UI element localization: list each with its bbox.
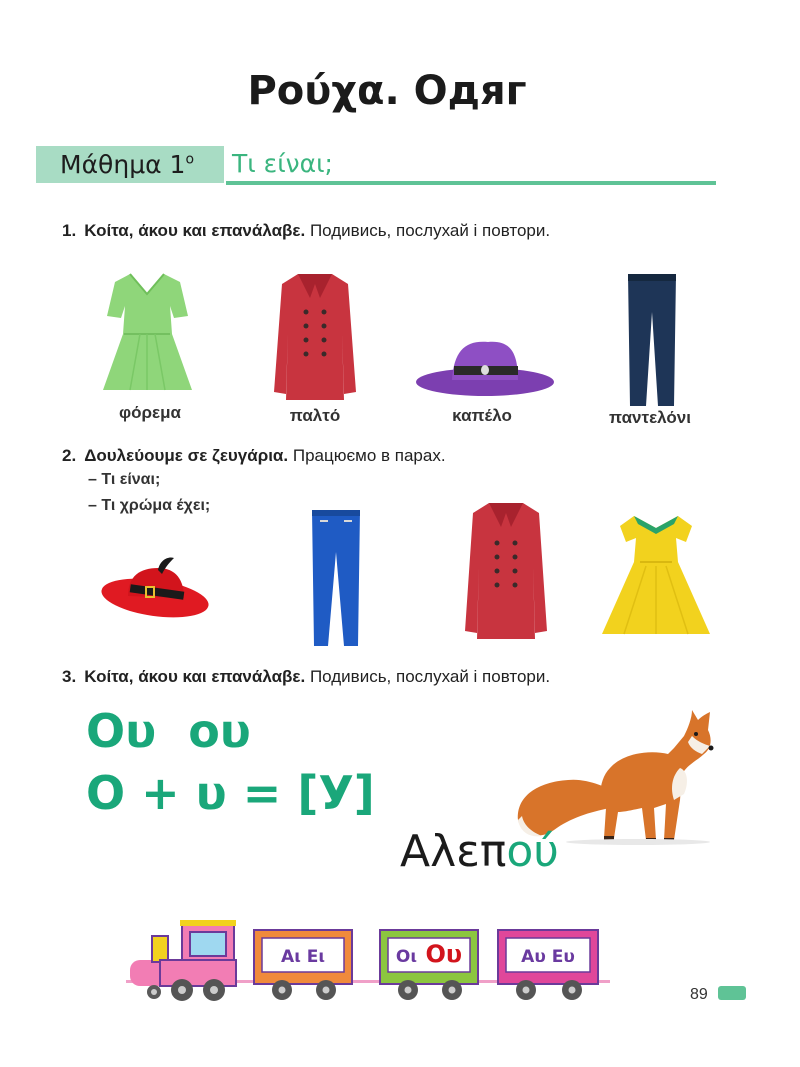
dialog-question-1: – Τι είναι; [88, 471, 161, 488]
wagon-label-oi-ou: Οι Ου [395, 940, 463, 968]
lesson-label-box [36, 146, 224, 183]
page-title: Ρούχα. Одяг [247, 68, 527, 114]
letter-pair: Ου ου [86, 704, 251, 758]
lesson-underline [226, 181, 716, 185]
caption-hat: καπέλο [452, 406, 512, 425]
wagon-label-ai-ei: Αι Ει [281, 947, 325, 967]
red-coat-icon [272, 272, 358, 402]
wagon-ai-ei [254, 930, 352, 1000]
yellow-dress-icon [600, 512, 712, 638]
wagon-label-au-eu: Αυ Ευ [521, 947, 575, 967]
purple-hat-icon [414, 336, 556, 400]
letter-formula: Ο + υ = [У] [86, 766, 375, 820]
green-dress-icon [100, 272, 195, 392]
exercise-3-instruction: 3. Κοίτα, άκου και επανάλαβε. Подивись, послухай і повтори. [62, 667, 551, 686]
wagon-au-eu [498, 930, 598, 1000]
blue-trousers-icon [310, 508, 362, 648]
dialog-question-2: – Τι χρώμα έχει; [88, 497, 211, 514]
page-number: 89 [690, 986, 708, 1003]
exercise-1-instruction: 1. Κοίτα, άκου και επανάλαβε. Подивись, послухай і повтори. [62, 221, 551, 240]
caption-dress: φόρεμα [119, 403, 181, 422]
red-coat-icon [463, 501, 549, 641]
page-tab-marker [718, 986, 746, 1000]
wagon-oi-ou [380, 930, 478, 1000]
exercise-2-instruction: 2. Δουλεύουμε σε ζευγάρια. Працюємо в парах. [62, 446, 446, 465]
red-hat-icon [100, 554, 214, 620]
navy-trousers-icon [626, 272, 678, 408]
train-illustration [126, 918, 616, 1004]
lesson-header [36, 146, 716, 186]
lesson-subtitle: Τι είναι; [232, 149, 333, 178]
caption-coat: παλτό [289, 406, 341, 425]
example-word: Αλεπού [400, 826, 559, 877]
locomotive [130, 920, 236, 1001]
caption-trousers: παντελόνι [609, 408, 691, 427]
lesson-label: Μάθημα $1^o$ [60, 150, 195, 179]
